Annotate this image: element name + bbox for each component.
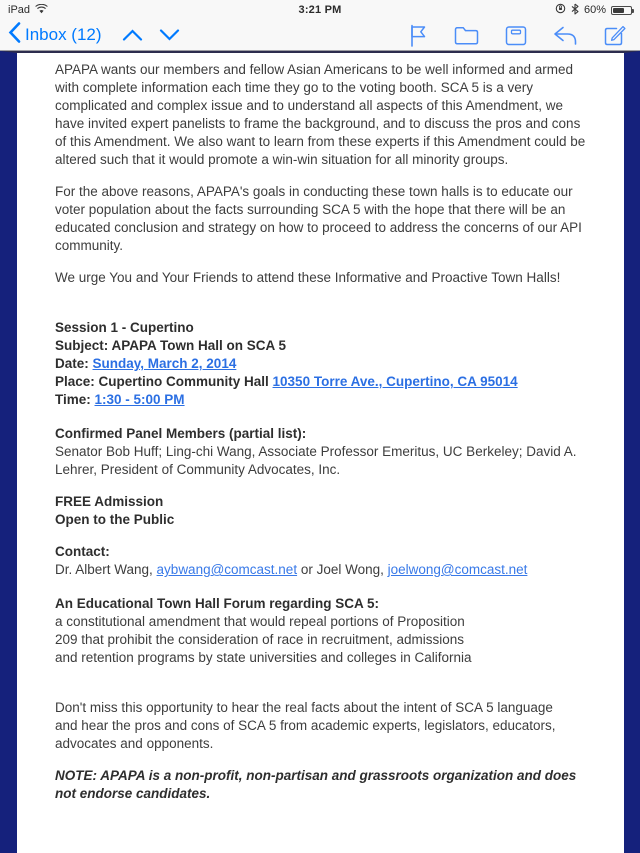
chevron-left-icon — [8, 22, 21, 48]
contact-heading: Contact: — [55, 544, 110, 559]
forum-heading: An Educational Town Hall Forum regarding SCA 5: — [55, 596, 380, 611]
bluetooth-icon — [571, 3, 579, 18]
battery-icon — [611, 6, 632, 15]
session-details — [55, 319, 594, 409]
date-label: Date: — [55, 356, 93, 371]
panel-members-section — [55, 425, 594, 479]
panel-members: Senator Bob Huff; Ling-chi Wang, Associate Professor Emeritus, UC Berkeley; David A. Lehrer, President of Community Advocates, Inc. — [55, 444, 577, 477]
session-date-line — [55, 355, 594, 373]
place-label: Place: Cupertino Community Hall — [55, 374, 273, 389]
email-paragraph: We urge You and Your Friends to attend these Informative and Proactive Town Halls! — [55, 270, 561, 285]
closing-line: Don't miss this opportunity to hear the real facts about the intent of SCA 5 language — [55, 700, 553, 715]
email-paragraph: For the above reasons, APAPA's goals in conducting these town halls is to educate our voter population about the facts surrounding SCA 5 with the hope that there will be an educated conclusion and strategy on how to proceed to address the concerns of our API community. — [55, 184, 582, 253]
address-link[interactable]: 10350 Torre Ave., Cupertino, CA 95014 — [272, 374, 518, 389]
email-paragraph: APAPA wants our members and fellow Asian Americans to be well informed and armed with complete information each time they go to the voting booth. SCA 5 is a very complicated and complex issue and to understand all aspects of this Amendment, we have invited expert panelists to frame the background, and to discuss the pros and cons of this Amendment. We also want to learn from these experts if this Amendment could be altered such that it would promote a win-win situation for all minority groups. — [55, 62, 586, 167]
previous-message-button[interactable] — [122, 29, 143, 41]
session-place-line — [55, 373, 594, 391]
mail-toolbar — [0, 20, 640, 51]
flag-button[interactable] — [408, 24, 428, 47]
closing-section — [55, 699, 594, 753]
admission-line: Open to the Public — [55, 512, 175, 527]
move-to-folder-button[interactable] — [454, 25, 479, 46]
status-bar — [0, 0, 640, 20]
forum-line: a constitutional amendment that would repeal portions of Proposition — [55, 614, 465, 629]
wifi-icon — [35, 4, 48, 17]
note-paragraph: NOTE: APAPA is a non-profit, non-partisan and grassroots organization and does not endorse candidates. — [55, 768, 577, 801]
orientation-lock-icon — [555, 3, 566, 17]
email-link[interactable]: joelwong@comcast.net — [387, 562, 528, 577]
session-time-line — [55, 391, 594, 409]
reply-button[interactable] — [553, 25, 577, 46]
battery-percent: 60% — [583, 4, 606, 16]
admission-section — [55, 493, 594, 529]
contact-name: Dr. Albert Wang, — [55, 562, 157, 577]
contact-name: or Joel Wong, — [297, 562, 388, 577]
compose-button[interactable] — [603, 24, 626, 47]
email-content-frame — [0, 51, 640, 853]
session-subject: Subject: APAPA Town Hall on SCA 5 — [55, 338, 287, 353]
time-link[interactable]: 1:30 - 5:00 PM — [94, 392, 185, 407]
contact-line — [55, 561, 594, 579]
device-label: iPad — [8, 4, 31, 16]
panel-heading: Confirmed Panel Members (partial list): — [55, 426, 307, 441]
session-title: Session 1 - Cupertino — [55, 320, 194, 335]
forum-line: 209 that prohibit the consideration of race in recruitment, admissions — [55, 632, 464, 647]
archive-button[interactable] — [505, 25, 527, 46]
back-to-inbox-button[interactable] — [8, 22, 102, 48]
next-message-button[interactable] — [159, 29, 180, 41]
back-label: Inbox (12) — [25, 25, 102, 44]
status-time: 3:21 PM — [298, 4, 342, 16]
email-link[interactable]: aybwang@comcast.net — [156, 562, 298, 577]
email-body-scroll-area[interactable] — [0, 51, 640, 853]
contact-section — [55, 543, 594, 579]
closing-line: and hear the pros and cons of SCA 5 from academic experts, legislators, educators, advocates and opponents. — [55, 718, 556, 751]
forum-section — [55, 595, 594, 667]
forum-line: and retention programs by state universities and colleges in California — [55, 650, 472, 665]
date-link[interactable]: Sunday, March 2, 2014 — [92, 356, 237, 371]
admission-line: FREE Admission — [55, 494, 164, 509]
time-label: Time: — [55, 392, 95, 407]
